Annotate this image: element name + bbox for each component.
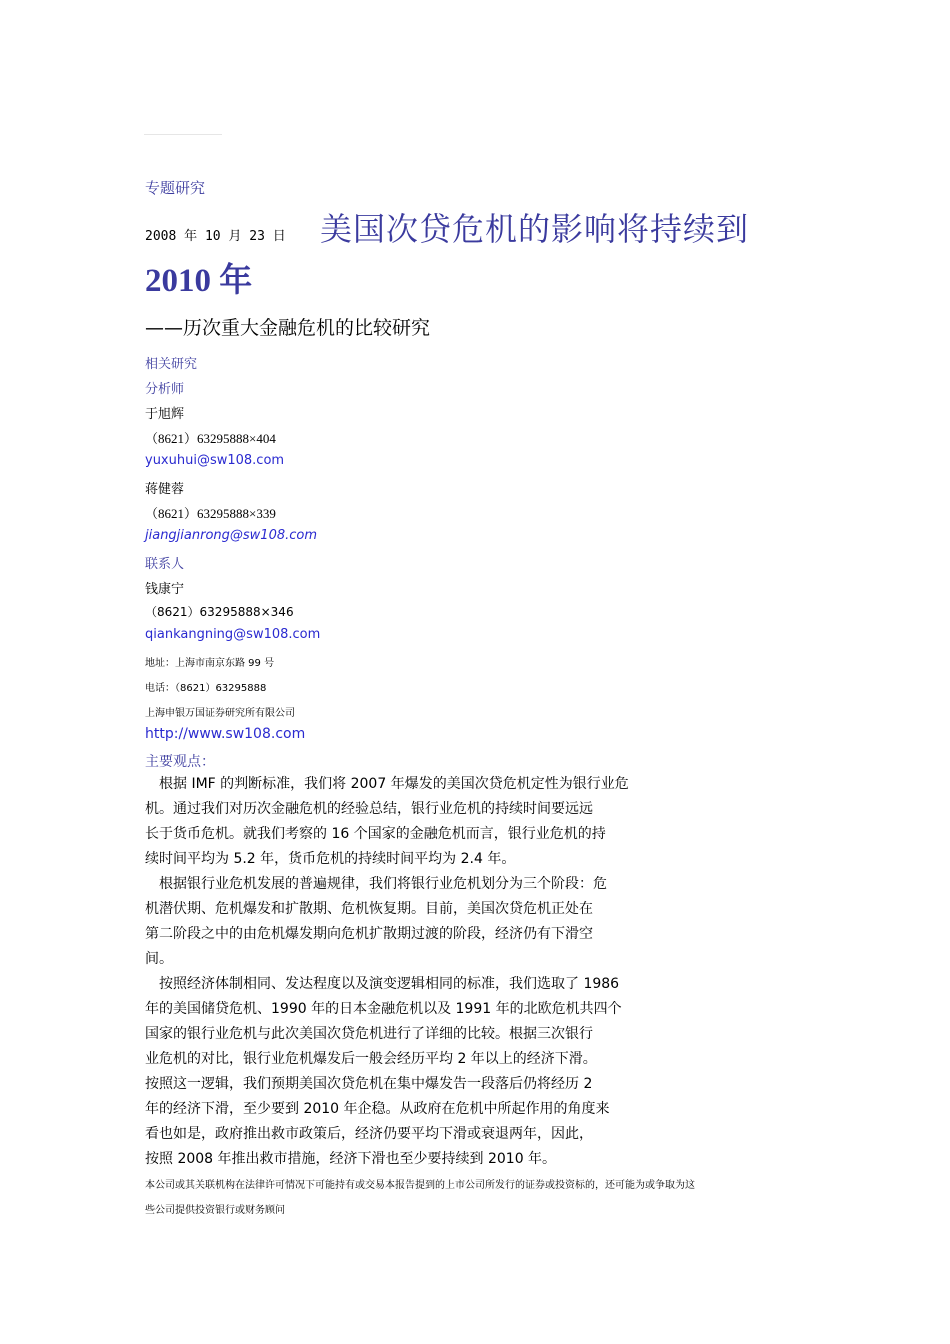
disclaimer-line: 些公司提供投资银行或财务顾问 — [145, 1205, 285, 1216]
header-rule — [144, 134, 222, 135]
paragraph-line: 按照经济体制相同、发达程度以及演变逻辑相同的标准，我们选取了 1986 — [145, 976, 620, 992]
paragraph-line: 按照 2008 年推出救市措施，经济下滑也至少要持续到 2010 年。 — [145, 1151, 557, 1167]
paragraph-line: 机潜伏期、危机爆发和扩散期、危机恢复期。目前，美国次贷危机正处在 — [145, 901, 593, 917]
key-point-paragraph-3 — [145, 972, 705, 1172]
paragraph-line: 业危机的对比，银行业危机爆发后一般会经历平均 2 年以上的经济下滑。 — [145, 1051, 597, 1067]
paragraph-line: 年的经济下滑，至少要到 2010 年企稳。从政府在危机中所起作用的角度来 — [145, 1101, 610, 1117]
analyst-email-link[interactable]: jiangjianrong@sw108.com — [145, 528, 318, 543]
analyst-phone: （8621）63295888×339 — [145, 506, 276, 521]
website-link[interactable]: http://www.sw108.com — [145, 726, 306, 742]
contact-label: 联系人 — [145, 557, 185, 572]
disclaimer-line: 本公司或其关联机构在法律许可情况下可能持有或交易本报告提到的上市公司所发行的证券或投资标的，还可能为或争取为这 — [145, 1180, 695, 1191]
telephone: 电话：（8621）63295888 — [145, 683, 267, 694]
analyst-name: 蒋健蓉 — [145, 482, 185, 497]
paragraph-line: 国家的银行业危机与此次美国次贷危机进行了详细的比较。根据三次银行 — [145, 1026, 593, 1042]
analyst-phone: （8621）63295888×404 — [145, 431, 276, 446]
analyst-name: 于旭辉 — [145, 407, 185, 422]
paragraph-line: 第二阶段之中的由危机爆发期向危机扩散期过渡的阶段，经济仍有下滑空 — [145, 926, 593, 942]
report-title-year: 2010 年 — [145, 263, 253, 299]
report-title: 美国次贷危机的影响将持续到 — [320, 210, 750, 248]
contact-email-link[interactable]: qiankangning@sw108.com — [145, 627, 321, 642]
related-research-label: 相关研究 — [145, 357, 198, 372]
analyst-email-link[interactable]: yuxuhui@sw108.com — [145, 453, 285, 468]
company-name: 上海申银万国证券研究所有限公司 — [145, 708, 295, 719]
key-point-paragraph-2 — [145, 872, 705, 972]
report-subtitle: ——历次重大金融危机的比较研究 — [145, 317, 431, 339]
paragraph-line: 年的美国储贷危机、1990 年的日本金融危机以及 1991 年的北欧危机共四个 — [145, 1001, 622, 1017]
report-date: 2008 年 10 月 23 日 — [145, 229, 286, 244]
paragraph-line: 看也如是，政府推出救市政策后，经济仍要平均下滑或衰退两年，因此， — [145, 1126, 593, 1142]
paragraph-line: 根据 IMF 的判断标准，我们将 2007 年爆发的美国次贷危机定性为银行业危 — [145, 776, 629, 792]
paragraph-line: 按照这一逻辑，我们预期美国次贷危机在集中爆发告一段落后仍将经历 2 — [145, 1076, 593, 1092]
contact-name: 钱康宁 — [145, 582, 185, 597]
key-point-paragraph-1 — [145, 772, 705, 872]
analyst-label: 分析师 — [145, 382, 185, 397]
paragraph-line: 长于货币危机。就我们考察的 16 个国家的金融危机而言，银行业危机的持 — [145, 826, 606, 842]
paragraph-line: 根据银行业危机发展的普遍规律，我们将银行业危机划分为三个阶段：危 — [145, 876, 607, 892]
paragraph-line: 续时间平均为 5.2 年，货币危机的持续时间平均为 2.4 年。 — [145, 851, 516, 867]
section-label: 专题研究 — [145, 179, 206, 197]
address: 地址：上海市南京东路 99 号 — [145, 658, 275, 669]
key-points-label: 主要观点： — [145, 754, 215, 770]
paragraph-line: 间。 — [145, 951, 173, 967]
contact-phone: （8621）63295888×346 — [145, 605, 294, 619]
paragraph-line: 机。通过我们对历次金融危机的经验总结，银行业危机的持续时间要远远 — [145, 801, 593, 817]
